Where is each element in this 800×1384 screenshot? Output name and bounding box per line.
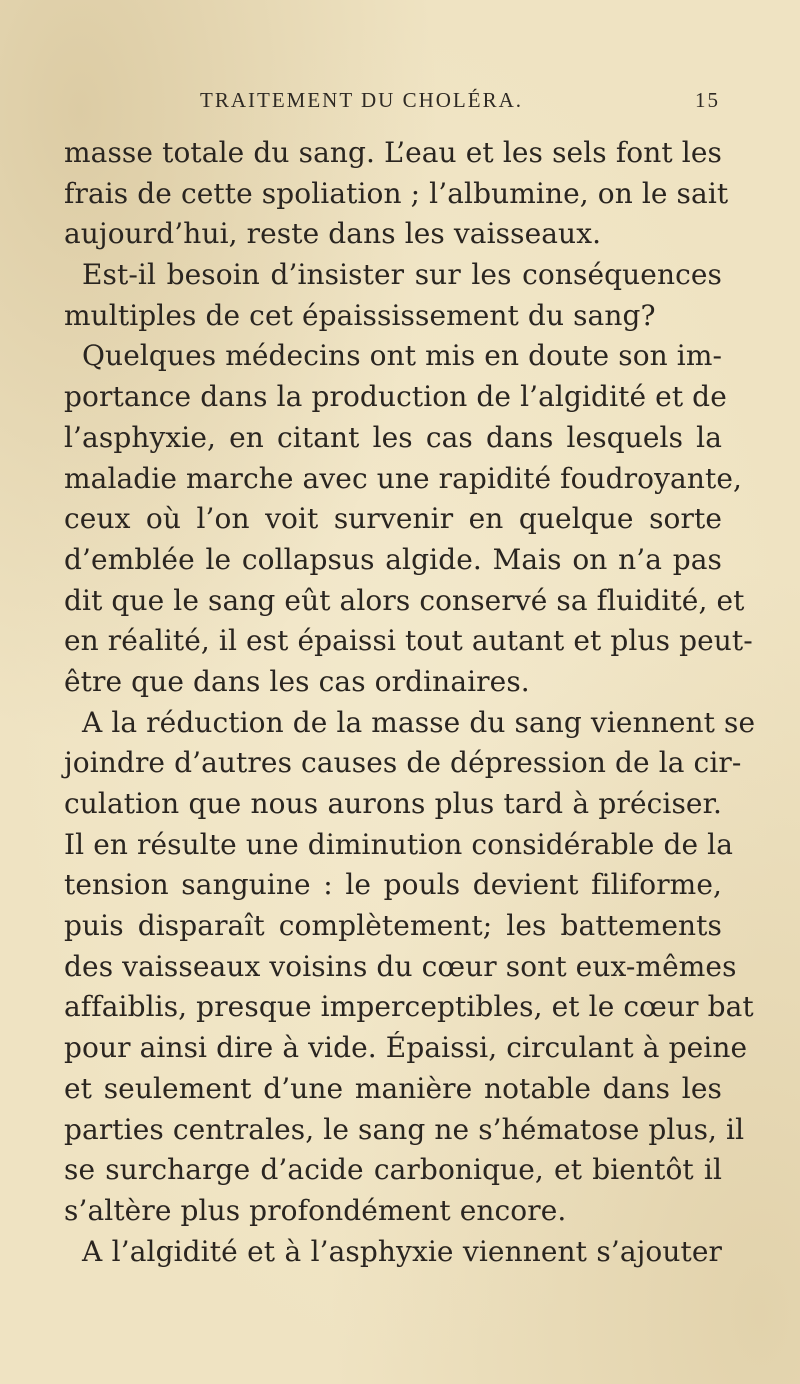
text-line: pour ainsi dire à vide. Épaissi, circulant à peine [64, 1031, 748, 1065]
text-line: A la réduction de la masse du sang viennent se [82, 705, 756, 739]
text-line: frais de cette spoliation ; l’albumine, on le sait [64, 176, 729, 210]
text-line: des vaisseaux voisins du cœur sont eux-mêmes [64, 949, 737, 983]
text-line: portance dans la production de l’algidité et de [64, 380, 727, 414]
running-head [200, 88, 720, 116]
text-line: affaiblis, presque imperceptibles, et le cœur bat [64, 990, 754, 1024]
text-line: maladie marche avec une rapidité foudroyante, [64, 461, 743, 495]
text-line: puis disparaît complètement; les battements [64, 909, 722, 943]
body-text [64, 133, 756, 1272]
page-number: 15 [695, 88, 720, 112]
text-line: dit que le sang eût alors conservé sa fluidité, et [64, 583, 745, 617]
text-line: s’altère plus profondément encore. [64, 1193, 567, 1227]
text-line: parties centrales, le sang ne s’hématose plus, il [64, 1112, 745, 1146]
text-line: Il en résulte une diminution considérable de la [64, 827, 734, 861]
text-line: joindre d’autres causes de dépression de la cir- [64, 746, 742, 780]
text-line: l’asphyxie, en citant les cas dans lesquels la [64, 420, 722, 454]
text-line: aujourd’hui, reste dans les vaisseaux. [64, 217, 602, 251]
text-line: culation que nous aurons plus tard à préciser. [64, 787, 722, 820]
text-line: être que dans les cas ordinaires. [64, 664, 530, 698]
text-line: se surcharge d’acide carbonique, et bientôt il [64, 1153, 722, 1187]
text-line: Quelques médecins ont mis en doute son im- [82, 339, 723, 373]
text-line: ceux où l’on voit survenir en quelque sorte [64, 502, 722, 536]
text-line: et seulement d’une manière notable dans les [64, 1071, 722, 1105]
text-line: tension sanguine : le pouls devient filiforme, [64, 868, 722, 902]
text-line: masse totale du sang. L’eau et les sels font les [64, 136, 722, 169]
text-line: d’emblée le collapsus algide. Mais on n’a pas [64, 542, 722, 576]
text-line: multiples de cet épaississement du sang? [64, 298, 656, 332]
text-line: en réalité, il est épaissi tout autant et plus peut- [64, 624, 753, 658]
text-line: A l’algidité et à l’asphyxie viennent s’ajouter [82, 1234, 722, 1268]
text-line: Est-il besoin d’insister sur les conséquences [82, 258, 722, 292]
running-head-title: TRAITEMENT DU CHOLÉRA. [200, 88, 524, 112]
